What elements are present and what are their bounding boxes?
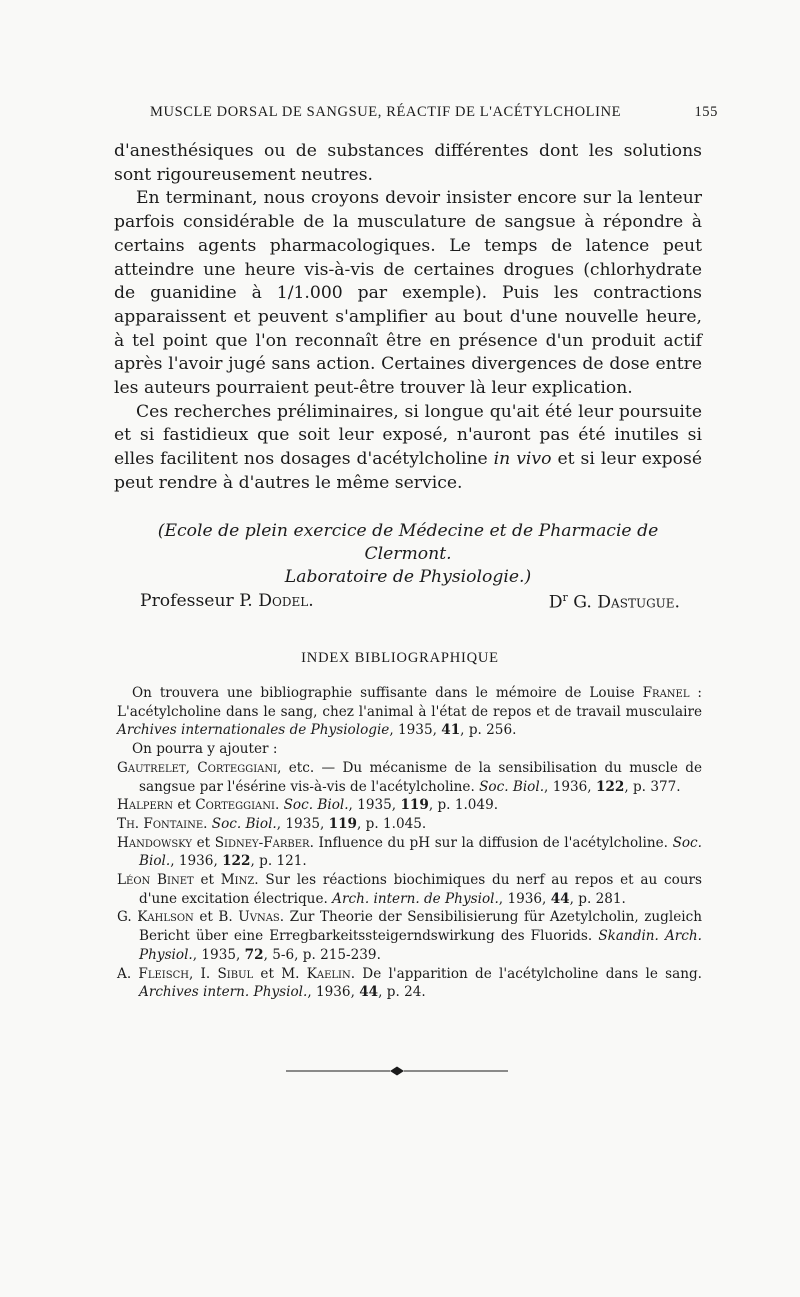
bibliography <box>117 684 702 1002</box>
bib-entry-authors: Halpern <box>117 797 174 814</box>
bib-entry-pages: , p. 377. <box>624 778 681 795</box>
bib-entry-vol: 44 <box>359 984 379 1001</box>
signature-left-prefix: Professeur P. <box>140 591 259 611</box>
affiliation <box>114 520 702 589</box>
bib-intro-vol: 41 <box>441 722 461 739</box>
bib-intro-journal: Archives internationales de Physiologie <box>117 722 390 739</box>
signature-left-name: Dodel. <box>258 591 314 611</box>
bib-entry-text-2: Sur les réactions biochimiques du nerf au repos et au cours d'une excitation électrique. <box>139 872 702 907</box>
running-head-title: MUSCLE DORSAL DE SANGSUE, RÉACTIF DE L'ACÉTYLCHOLINE <box>150 104 622 120</box>
bib-entry <box>117 796 702 815</box>
bib-entry-journal: Soc. Biol. <box>479 778 545 795</box>
bib-entry-authors-2: Uvnas. <box>238 909 285 926</box>
bib-entry-vol: 72 <box>244 946 264 963</box>
bib-entry-authors-2: Minz. <box>220 872 259 889</box>
signature-right-prefix: D <box>548 592 563 613</box>
bib-entry-year: , 1936, <box>307 984 360 1001</box>
bib-entry-text-3: De l'apparition de l'acétylcholine dans le sang. <box>355 965 703 982</box>
bib-intro <box>117 684 702 740</box>
bib-entry-journal: Soc. Biol. <box>139 834 702 870</box>
bib-entry-year: , 1935, <box>192 946 245 963</box>
bib-entry-vol: 119 <box>328 815 358 832</box>
bib-entry-journal: Soc. Biol. <box>207 815 277 832</box>
bib-entry-authors-2: Sibul <box>217 965 254 982</box>
paragraph-2: En terminant, nous croyons devoir insister encore sur la lenteur parfois considérable de la musculature de sangsue à répondre à certains agents pharmacologiques. Le temps de latence peut atteindre une heure vis-à-vis de certaines drogues (chlorhydrate de guanidine à 1/1.000 par exemple). Puis les contractions apparaissent et peuvent s'amplifier au bout d'une nouvelle heure, à tel point que l'on reconnaît être en présence d'un produit actif après l'avoir jugé sans action. Certaines divergences de dose entre les auteurs pourraient peut-être trouver là leur explication. <box>114 188 702 399</box>
bib-entry <box>117 815 702 834</box>
signature-right-name: Dastugue. <box>597 592 680 613</box>
signature-left <box>140 591 314 611</box>
signatures <box>140 591 680 611</box>
bib-entry <box>117 834 702 871</box>
ornament-diamond-icon <box>390 1067 404 1076</box>
bib-entry-authors: Léon Binet <box>117 872 194 889</box>
bib-entry-year: , 1936, <box>544 778 596 795</box>
bib-entry-authors-3: Kaelin. <box>306 965 356 982</box>
bib-intro-c: , 1935, <box>389 722 442 739</box>
bib-entry-year: , 1936, <box>498 890 551 907</box>
bib-entry-pages: , p. 1.045. <box>357 815 427 832</box>
bib-entry-authors-2: Corteggiani. <box>195 797 280 814</box>
bib-entry-text: et B. <box>193 909 239 926</box>
bib-entry-pages: , p. 1.049. <box>428 797 499 814</box>
paragraph-1: d'anesthésiques ou de substances différentes dont les solutions sont rigoureusement neutres. <box>114 141 702 185</box>
bib-entry-text: etc. — Du mécanisme de la sensibilisation du muscle de sangsue par l'ésérine vis-à-vis de l'acétylcholine. <box>139 759 702 795</box>
page-number: 155 <box>694 104 718 120</box>
signature-right-sup: r <box>562 591 568 604</box>
bib-entry-authors: Th. Fontaine. <box>117 815 208 832</box>
bib-entry-year: , 1935, <box>276 815 329 832</box>
bib-entry-vol: 122 <box>222 853 251 870</box>
bib-entry-pages: , p. 24. <box>378 984 426 1001</box>
bib-entry-vol: 119 <box>400 797 429 814</box>
bib-entry-pages: , p. 121. <box>250 853 307 870</box>
paragraph-3-part-a: Ces recherches préliminaires, si longue qu'ait été leur poursuite et si fastidieux que soit leur exposé, n'auront pas été inutiles si elles facilitent nos dosages d'acétylcholine <box>114 401 702 470</box>
bib-entry-text: et <box>193 872 221 889</box>
bib-entry <box>117 759 702 796</box>
bib-entry-year: , 1936, <box>170 853 223 870</box>
signature-right-mid: G. <box>567 592 598 613</box>
bib-entry <box>117 908 702 964</box>
bib-intro-d: , p. 256. <box>460 722 517 739</box>
index-title: INDEX BIBLIOGRAPHIQUE <box>301 650 499 666</box>
affiliation-line-2: Laboratoire de Physiologie.) <box>284 567 532 587</box>
bib-entry-authors: G. Kahlson <box>117 909 194 926</box>
bib-entry-journal: Soc. Biol. <box>279 797 349 814</box>
running-head <box>150 104 718 121</box>
bib-entry-text-2: Zur Theorie der Sensibilisierung für Azetylcholin, zugleich Bericht über eine Erregbarkeitssteigerndswirkung des Fluorids. <box>139 909 702 945</box>
signature-right <box>549 591 680 613</box>
bib-entry-journal: Archives intern. Physiol. <box>139 984 308 1001</box>
bib-entry-authors-2: Sidney-Farber. <box>214 834 314 851</box>
bib-entry-text: et <box>173 797 196 814</box>
bib-addendum: On pourra y ajouter : <box>132 741 278 758</box>
bib-entry-text: , I. <box>188 965 218 982</box>
paragraph-3-part-b: et si leur exposé peut rendre à d'autres le même service. <box>114 449 702 493</box>
bib-entry-journal: Arch. intern. de Physiol. <box>332 890 499 907</box>
bib-entry-text-2: Influence du pH sur la diffusion de l'acétylcholine. <box>313 834 673 851</box>
bib-entry-vol: 122 <box>595 778 625 795</box>
paragraph-3-italic: in vivo <box>493 449 552 470</box>
bib-intro-a: On trouvera une bibliographie suffisante dans le mémoire de Louise <box>132 685 643 701</box>
paragraph-3 <box>114 401 702 496</box>
bib-entry-authors: Handowsky <box>117 834 192 851</box>
affiliation-line-1: (Ecole de plein exercice de Médecine et de Pharmacie de Clermont. <box>157 521 659 564</box>
bib-intro-b: : L'acétylcholine dans le sang, chez l'animal à l'état de repos et de travail musculaire <box>117 685 702 720</box>
bib-intro-author: Franel <box>642 685 690 701</box>
bib-entry-year: , 1935, <box>348 797 401 814</box>
bib-entry-text: et <box>191 834 215 851</box>
bib-entry-journal: Skandin. Arch. Physiol. <box>139 928 702 963</box>
end-ornament <box>286 1065 508 1077</box>
bib-entry-pages: , p. 281. <box>569 890 626 907</box>
bib-entry <box>117 871 702 908</box>
bib-entry-text-2: et M. <box>253 965 307 982</box>
bib-entry-authors: Gautrelet, Corteggiani, <box>117 759 282 776</box>
bib-entry-pages: , 5-6, p. 215-239. <box>263 946 381 963</box>
bib-entry-vol: 44 <box>550 890 570 907</box>
body-text <box>114 140 702 496</box>
bib-entry <box>117 965 702 1002</box>
bib-entry-authors: A. Fleisch <box>117 965 189 982</box>
